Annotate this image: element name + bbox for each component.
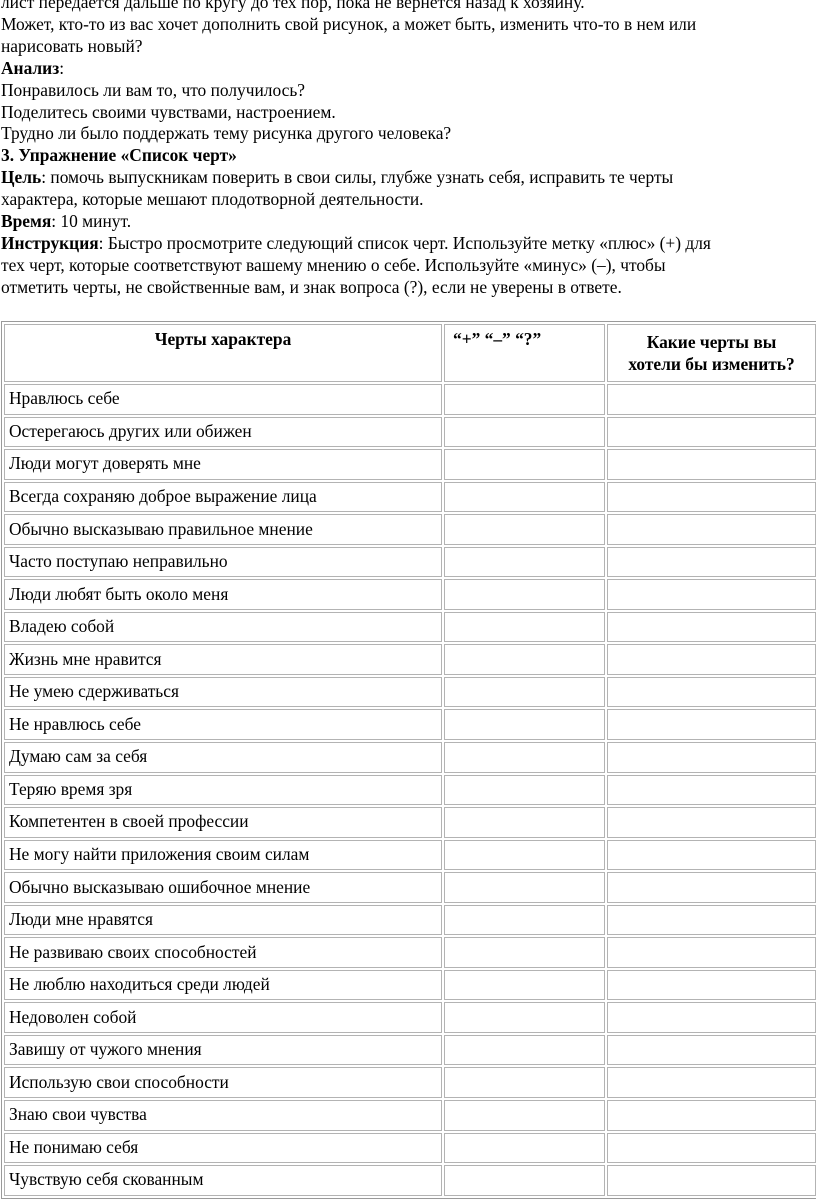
mark-cell[interactable]	[444, 840, 605, 871]
mark-cell[interactable]	[444, 970, 605, 1001]
table-row	[4, 612, 816, 643]
analysis-question: Трудно ли было поддержать тему рисунка другого человека?	[1, 123, 452, 144]
table-row	[4, 905, 816, 936]
change-cell[interactable]	[607, 612, 816, 643]
instruction-text-continued: тех черт, которые соответствуют вашему мнению о себе. Используйте «минус» (–), чтобы	[1, 254, 666, 275]
table-row	[4, 514, 816, 545]
exercise-instruction	[0, 233, 816, 255]
table-row	[4, 1100, 816, 1131]
table-row	[4, 1133, 816, 1164]
table-row	[4, 872, 816, 903]
trait-cell: Не могу найти приложения своим силам	[4, 840, 442, 871]
document-page	[0, 0, 816, 299]
table-row	[4, 807, 816, 838]
analysis-colon: :	[59, 57, 65, 78]
trait-cell: Не понимаю себя	[4, 1133, 442, 1164]
table-row	[4, 937, 816, 968]
trait-cell: Владею собой	[4, 612, 442, 643]
trait-cell: Люди любят быть около меня	[4, 579, 442, 610]
mark-cell[interactable]	[444, 384, 605, 415]
mark-cell[interactable]	[444, 417, 605, 448]
trait-cell: Нравлюсь себе	[4, 384, 442, 415]
change-cell[interactable]	[607, 1165, 816, 1196]
header-change	[607, 324, 816, 382]
analysis-label: Анализ	[1, 57, 60, 78]
trait-cell: Компетентен в своей профессии	[4, 807, 442, 838]
header-change-line: Какие черты вы	[646, 332, 777, 353]
change-cell[interactable]	[607, 905, 816, 936]
intro-line: лист передается дальше по кругу до тех пор, пока не вернется назад к хозяину.	[1, 0, 585, 12]
analysis-question: Поделитесь своими чувствами, настроением.	[1, 101, 336, 122]
header-traits: Черты характера	[4, 324, 442, 382]
change-cell[interactable]	[607, 514, 816, 545]
table-row	[4, 417, 816, 448]
time-label: Время	[1, 211, 52, 232]
trait-cell: Обычно высказываю правильное мнение	[4, 514, 442, 545]
trait-cell: Не умею сдерживаться	[4, 677, 442, 708]
change-cell[interactable]	[607, 742, 816, 773]
mark-cell[interactable]	[444, 612, 605, 643]
change-cell[interactable]	[607, 1002, 816, 1033]
trait-cell: Не нравлюсь себе	[4, 709, 442, 740]
header-change-line: хотели бы изменить?	[628, 354, 795, 374]
mark-cell[interactable]	[444, 1035, 605, 1066]
trait-cell: Использую свои способности	[4, 1067, 442, 1098]
change-cell[interactable]	[607, 1035, 816, 1066]
table-row	[4, 840, 816, 871]
table-row	[4, 677, 816, 708]
mark-cell[interactable]	[444, 644, 605, 675]
time-text: : 10 минут.	[51, 211, 132, 232]
traits-table	[1, 321, 816, 1199]
table-row	[4, 775, 816, 806]
table-row	[4, 579, 816, 610]
change-cell[interactable]	[607, 1100, 816, 1131]
change-cell[interactable]	[607, 872, 816, 903]
trait-cell: Теряю время зря	[4, 775, 442, 806]
table-row	[4, 547, 816, 578]
mark-cell[interactable]	[444, 482, 605, 513]
header-marks: “+” “–” “?”	[444, 324, 605, 382]
trait-cell: Не развиваю своих способностей	[4, 937, 442, 968]
table-row	[4, 1035, 816, 1066]
change-cell[interactable]	[607, 709, 816, 740]
change-cell[interactable]	[607, 482, 816, 513]
table-row	[4, 644, 816, 675]
change-cell[interactable]	[607, 1067, 816, 1098]
mark-cell[interactable]	[444, 775, 605, 806]
exercise-title: 3. Упражнение «Список черт»	[1, 145, 237, 166]
mark-cell[interactable]	[444, 1067, 605, 1098]
trait-cell: Всегда сохраняю доброе выражение лица	[4, 482, 442, 513]
mark-cell[interactable]	[444, 937, 605, 968]
change-cell[interactable]	[607, 677, 816, 708]
table-row	[4, 482, 816, 513]
change-cell[interactable]	[607, 417, 816, 448]
trait-cell: Недоволен собой	[4, 1002, 442, 1033]
change-cell[interactable]	[607, 644, 816, 675]
goal-text-continued: характера, которые мешают плодотворной деятельности.	[1, 189, 424, 210]
mark-cell[interactable]	[444, 1165, 605, 1196]
change-cell[interactable]	[607, 807, 816, 838]
mark-cell[interactable]	[444, 1002, 605, 1033]
instruction-text-continued: отметить черты, не свойственные вам, и знак вопроса (?), если не уверены в ответе.	[1, 276, 622, 297]
mark-cell[interactable]	[444, 872, 605, 903]
table-row	[4, 1002, 816, 1033]
mark-cell[interactable]	[444, 1133, 605, 1164]
trait-cell: Знаю свои чувства	[4, 1100, 442, 1131]
change-cell[interactable]	[607, 1133, 816, 1164]
change-cell[interactable]	[607, 970, 816, 1001]
table-row	[4, 742, 816, 773]
trait-cell: Не люблю находиться среди людей	[4, 970, 442, 1001]
instruction-label: Инструкция	[1, 232, 99, 253]
mark-cell[interactable]	[444, 742, 605, 773]
change-cell[interactable]	[607, 840, 816, 871]
change-cell[interactable]	[607, 449, 816, 480]
table-body	[4, 384, 816, 1196]
table-row	[4, 709, 816, 740]
analysis-question: Понравилось ли вам то, что получилось?	[1, 79, 305, 100]
table-row	[4, 1165, 816, 1196]
trait-cell: Люди мне нравятся	[4, 905, 442, 936]
change-cell[interactable]	[607, 579, 816, 610]
table-row	[4, 449, 816, 480]
trait-cell: Обычно высказываю ошибочное мнение	[4, 872, 442, 903]
change-cell[interactable]	[607, 384, 816, 415]
change-cell[interactable]	[607, 775, 816, 806]
table-row	[4, 1067, 816, 1098]
exercise-time	[0, 211, 816, 233]
trait-cell: Чувствую себя скованным	[4, 1165, 442, 1196]
trait-cell: Часто поступаю неправильно	[4, 547, 442, 578]
goal-label: Цель	[1, 167, 42, 188]
mark-cell[interactable]	[444, 807, 605, 838]
table-row	[4, 384, 816, 415]
goal-text: : помочь выпускникам поверить в свои силы, глубже узнать себя, исправить те черты	[41, 167, 674, 188]
table-row	[4, 970, 816, 1001]
intro-line: Может, кто-то из вас хочет дополнить свой рисунок, а может быть, изменить что-то в нем или	[1, 13, 697, 34]
instruction-text: : Быстро просмотрите следующий список черт. Используйте метку «плюс» (+) для	[98, 232, 711, 253]
trait-cell: Люди могут доверять мне	[4, 449, 442, 480]
trait-cell: Остерегаюсь других или обижен	[4, 417, 442, 448]
mark-cell[interactable]	[444, 514, 605, 545]
intro-line: нарисовать новый?	[1, 35, 143, 56]
trait-cell: Завишу от чужого мнения	[4, 1035, 442, 1066]
mark-cell[interactable]	[444, 905, 605, 936]
mark-cell[interactable]	[444, 547, 605, 578]
mark-cell[interactable]	[444, 1100, 605, 1131]
trait-cell: Думаю сам за себя	[4, 742, 442, 773]
change-cell[interactable]	[607, 937, 816, 968]
analysis-heading	[0, 58, 816, 80]
trait-cell: Жизнь мне нравится	[4, 644, 442, 675]
mark-cell[interactable]	[444, 579, 605, 610]
mark-cell[interactable]	[444, 677, 605, 708]
mark-cell[interactable]	[444, 709, 605, 740]
mark-cell[interactable]	[444, 449, 605, 480]
change-cell[interactable]	[607, 547, 816, 578]
exercise-goal	[0, 167, 816, 189]
table-header-row	[4, 324, 816, 382]
